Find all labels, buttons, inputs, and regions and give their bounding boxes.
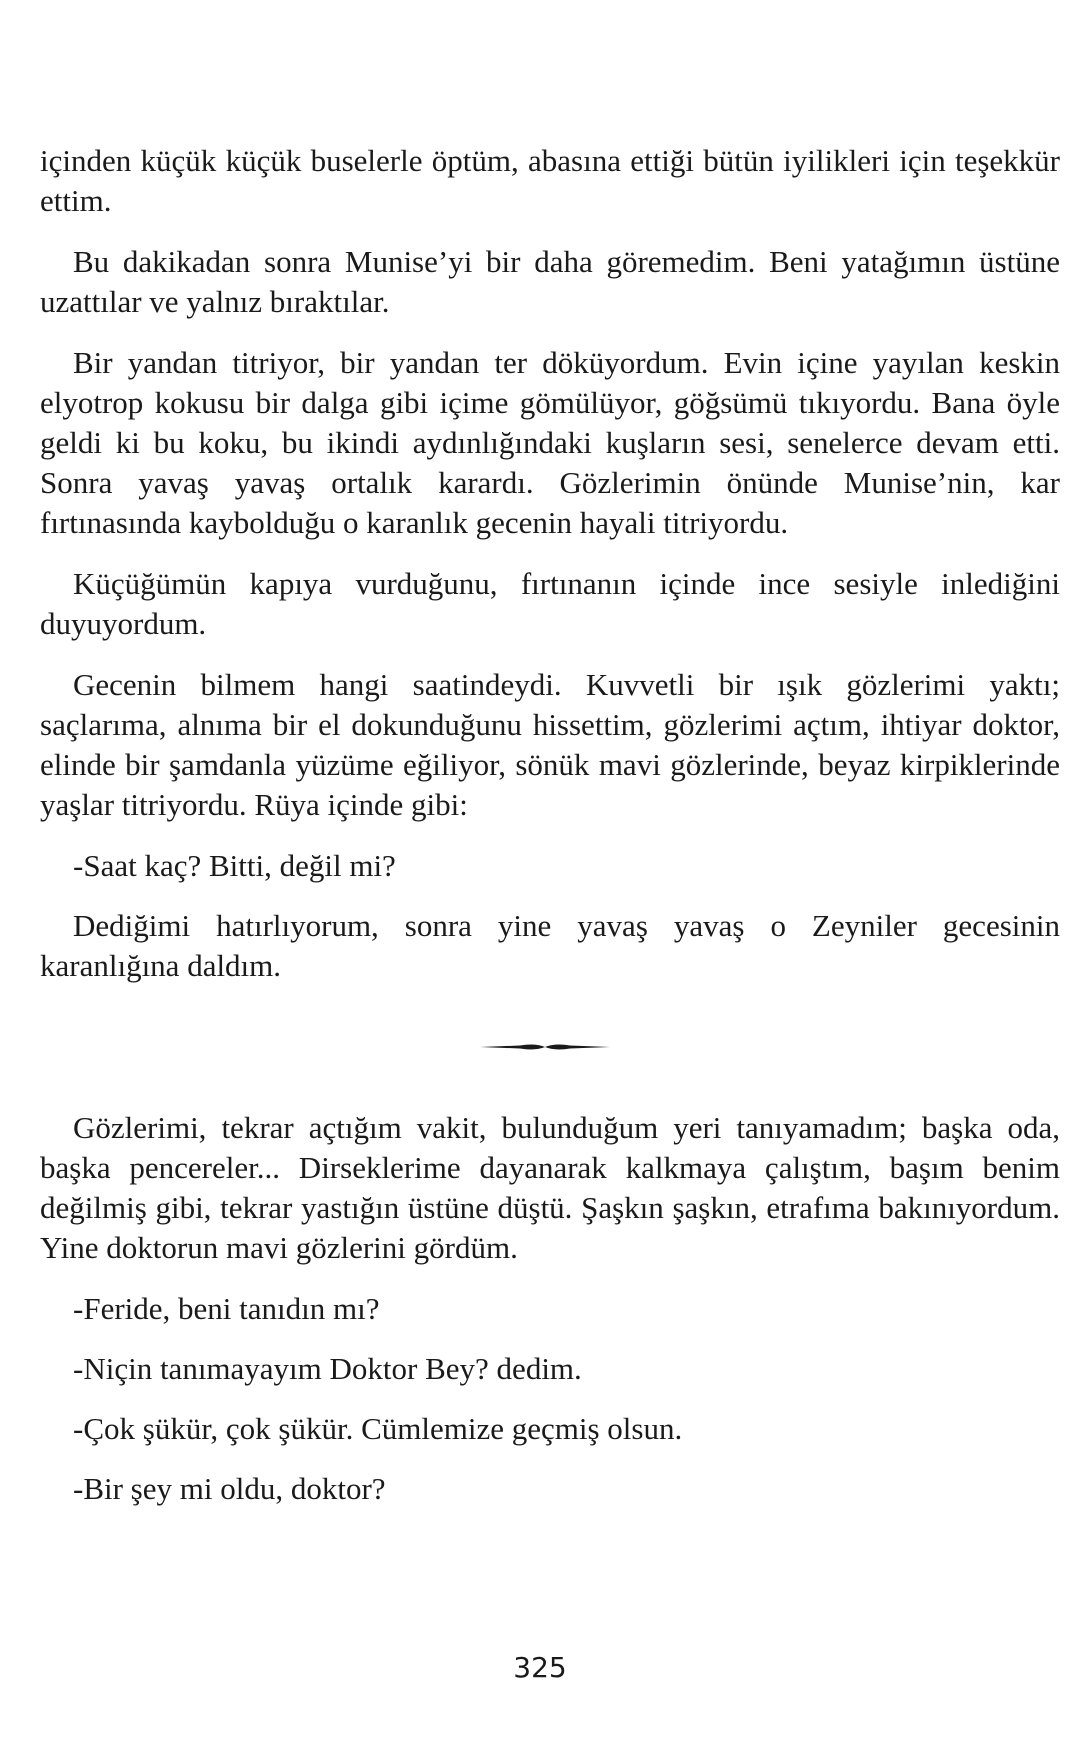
paragraph: içinden küçük küçük buselerle öptüm, abasına ettiği bütün iyilikleri için teşekkür ettim. [40,143,1060,218]
dialog-line: -Saat kaç? Bitti, değil mi? [73,848,396,883]
page-number: 325 [513,1651,567,1684]
paragraph: Dediğimi hatırlıyorum, sonra yine yavaş yavaş o Zeyniler gecesinin karanlığına daldım. [40,908,1060,983]
dialog-line: -Feride, beni tanıdın mı? [73,1291,380,1326]
paragraph: Küçüğümün kapıya vurduğunu, fırtınanın içinde ince sesiyle inlediğini duyuyordum. [40,566,1060,641]
text-section-2 [40,1108,1060,1529]
paragraph: Bu dakikadan sonra Munise’yi bir daha göremedim. Beni yatağımın üstüne uzattılar ve yalnız bıraktılar. [40,244,1060,319]
text-section-1 [40,141,1060,1007]
paragraph: Gecenin bilmem hangi saatindeydi. Kuvvetli bir ışık gözlerimi yaktı; saçlarıma, alnıma bir el dokunduğunu hissettim, gözlerimi açtım, ihtiyar doktor, elinde bir şamdanla yüzüme eğiliyor, sönük mavi gözlerinde, beyaz kirpiklerinde yaşlar titriyordu. Rüya içinde gibi: [40,667,1060,822]
section-divider-ornament-icon [480,1040,610,1054]
dialog-line: -Niçin tanımayayım Doktor Bey? dedim. [73,1351,582,1386]
paragraph: Gözlerimi, tekrar açtığım vakit, bulunduğum yeri tanıyamadım; başka oda, başka pencereler... Dirseklerime dayanarak kalkmaya çalıştım, başım benim değilmiş gibi, tekrar yastığın üstüne düştü. Şaşkın şaşkın, etrafıma bakınıyordum. Yine doktorun mavi gözlerini gördüm. [40,1110,1060,1265]
dialog-line: -Çok şükür, çok şükür. Cümlemize geçmiş olsun. [73,1411,683,1446]
paragraph: Bir yandan titriyor, bir yandan ter döküyordum. Evin içine yayılan keskin elyotrop kokusu bir dalga gibi içime gömülüyor, göğsümü tıkıyordu. Bana öyle geldi ki bu koku, bu ikindi aydınlığındaki kuşların sesi, senelerce devam etti. Sonra yavaş yavaş ortalık karardı. Gözlerimin önünde Munise’nin, kar fırtınasında kaybolduğu o karanlık gecenin hayali titriyordu. [40,345,1060,540]
dialog-line: -Bir şey mi oldu, doktor? [73,1471,386,1506]
